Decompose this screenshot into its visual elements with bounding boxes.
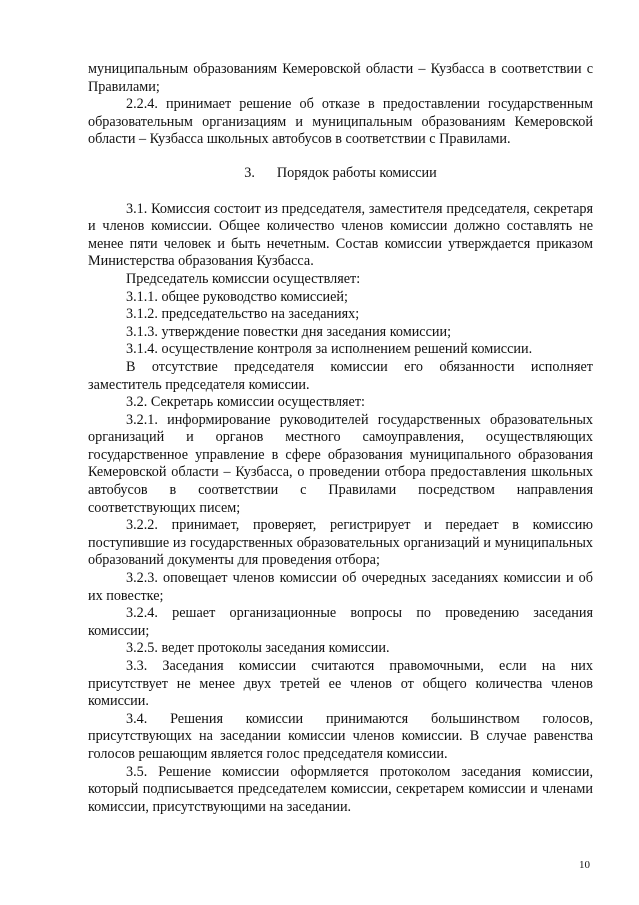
section-title: Порядок работы комиссии	[276, 164, 437, 181]
paragraph-3-2: 3.2. Секретарь комиссии осуществляет:	[126, 394, 365, 411]
page-number: 10	[579, 859, 590, 871]
paragraph-3-3: 3.3. Заседания комиссии считаются правомочными, если на них присутствует не менее двух третей ее членов от общего количества членов комиссии.	[88, 658, 593, 710]
paragraph-3-4: 3.4. Решения комиссии принимаются большинством голосов, присутствующих на заседании комиссии членов комиссии. В случае равенства голосов решающим является голос председателя комиссии.	[88, 710, 593, 762]
paragraph-continuation: муниципальным образованиям Кемеровской области – Кузбасса в соответствии с Правилами;	[88, 61, 593, 95]
paragraph-3-2-2: 3.2.2. принимает, проверяет, регистрирует и передает в комиссию поступившие из государственных образовательных организаций и муниципальных образований документы для проведения отбора;	[88, 517, 593, 569]
paragraph-3-1-2: 3.1.2. председательство на заседаниях;	[126, 306, 360, 323]
paragraph-2-2-4: 2.2.4. принимает решение об отказе в предоставлении государственным образовательным организациям и муниципальным образованиям Кемеровской области – Кузбасса школьных автобусов в соответствии с Правилами.	[88, 96, 593, 148]
paragraph-3-2-5: 3.2.5. ведет протоколы заседания комиссии.	[126, 640, 390, 657]
section-heading	[88, 165, 593, 183]
paragraph-3-5: 3.5. Решение комиссии оформляется протоколом заседания комиссии, который подписывается председателем комиссии, секретарем комиссии и членами комиссии, присутствующими на заседании.	[88, 763, 593, 815]
paragraph-3-1-4: 3.1.4. осуществление контроля за исполнением решений комиссии.	[126, 341, 533, 358]
paragraph-3-1-1: 3.1.1. общее руководство комиссией;	[126, 288, 348, 305]
paragraph-chair-absence: В отсутствие председателя комиссии его обязанности исполняет заместитель председателя комиссии.	[88, 358, 593, 393]
paragraph-3-1: 3.1. Комиссия состоит из председателя, заместителя председателя, секретаря и членов комиссии. Общее количество членов комиссии должно составлять не менее пяти человек и быть нечетным. Состав комиссии утверждается приказом Министерства образования Кузбасса.	[88, 200, 593, 270]
paragraph-3-1-3: 3.1.3. утверждение повестки дня заседания комиссии;	[126, 323, 452, 340]
paragraph-3-2-1: 3.2.1. информирование руководителей государственных образовательных организаций и органов местного самоуправления, осуществляющих государственное управление в сфере образования муниципального образования Кемеровской области – Кузбасса, о проведении отбора предоставления школьных автобусов в соответствии с Правилами посредством направления соответствующих писем;	[88, 411, 593, 516]
paragraph-3-2-4: 3.2.4. решает организационные вопросы по проведению заседания комиссии;	[88, 605, 593, 639]
document-page	[88, 61, 593, 816]
paragraph-3-2-3: 3.2.3. оповещает членов комиссии об очередных заседаниях комиссии и об их повестке;	[88, 570, 593, 604]
paragraph-chair-duties: Председатель комиссии осуществляет:	[126, 270, 361, 287]
section-number: 3.	[244, 164, 255, 181]
